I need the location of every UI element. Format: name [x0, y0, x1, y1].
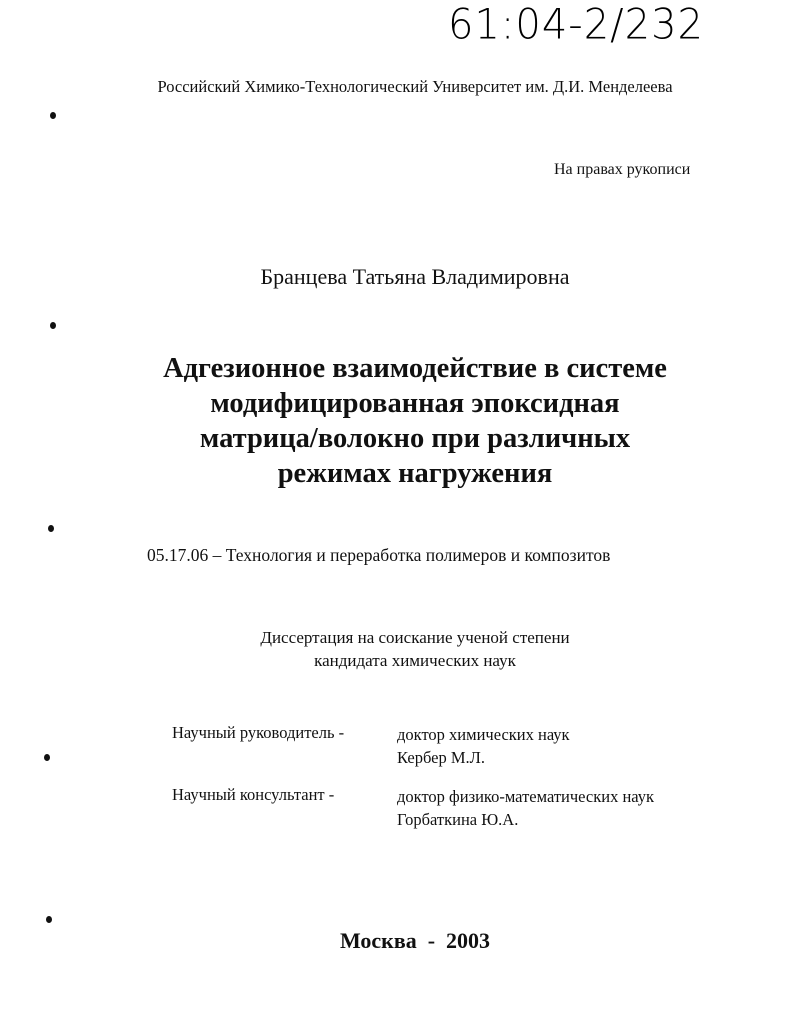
- degree-line: Диссертация на соискание ученой степени: [260, 628, 570, 647]
- binder-hole-mark: [50, 322, 56, 329]
- manuscript-note: На правах рукописи: [554, 161, 691, 178]
- consultant-name: Горбаткина Ю.А.: [397, 810, 519, 829]
- dissertation-title: [0, 351, 797, 491]
- supervisor-name: Кербер М.Л.: [397, 748, 485, 767]
- binder-hole-mark: [46, 916, 52, 923]
- supervisor-info: [397, 723, 570, 769]
- binder-hole-mark: [50, 112, 56, 119]
- title-line: матрица/волокно при различных: [199, 423, 631, 454]
- consultant-degree: доктор физико-математических наук: [397, 787, 655, 806]
- degree-line: кандидата химических наук: [314, 651, 516, 670]
- binder-hole-mark: [48, 525, 54, 532]
- university-name: Российский Химико-Технологический Университет им. Д.И. Менделеева: [157, 77, 673, 96]
- consultant-label: Научный консультант -: [172, 785, 335, 804]
- handwritten-catalog-number: 61:04-2/232: [448, 0, 704, 50]
- city-year: Москва - 2003: [339, 928, 491, 953]
- supervisor-label: Научный руководитель -: [172, 723, 345, 742]
- binder-hole-mark: [44, 754, 50, 761]
- title-line: режимах нагружения: [277, 458, 553, 489]
- specialty-code: 05.17.06 – Технология и переработка полимеров и композитов: [147, 545, 611, 565]
- degree-statement: [0, 626, 797, 672]
- title-line: Адгезионное взаимодействие в системе: [163, 353, 667, 384]
- title-line: модифицированная эпоксидная: [210, 388, 620, 419]
- consultant-info: [397, 785, 654, 831]
- author-name: Бранцева Татьяна Владимировна: [260, 264, 570, 289]
- supervisor-degree: доктор химических наук: [397, 725, 570, 744]
